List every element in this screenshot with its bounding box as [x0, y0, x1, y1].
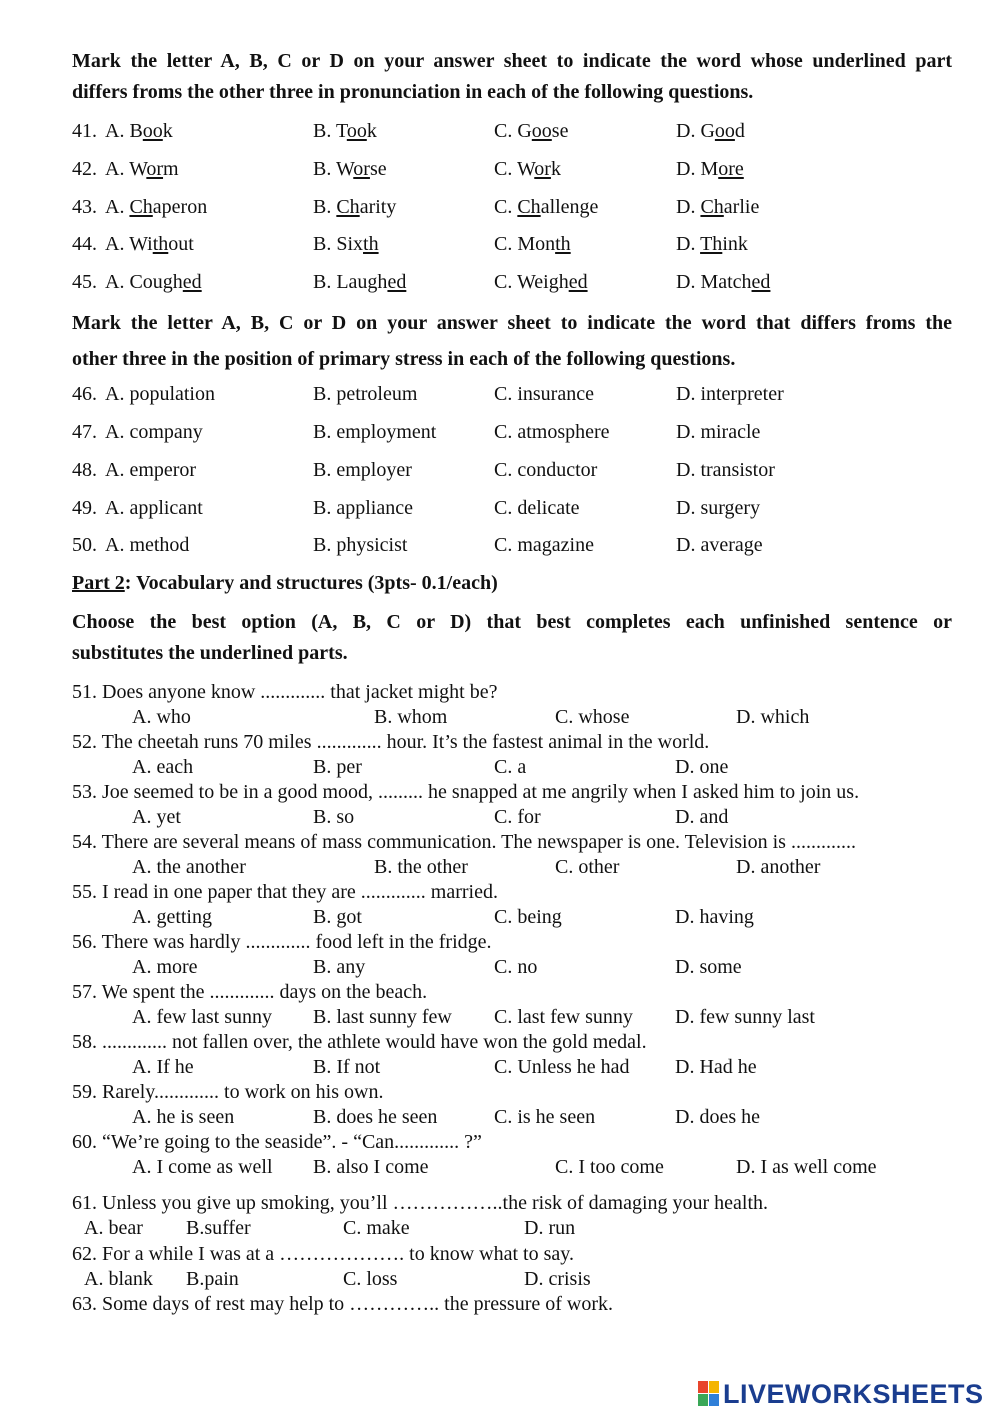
answer-option: B.suffer — [186, 1217, 251, 1239]
option-text: D. G — [676, 120, 715, 142]
answer-option — [494, 119, 568, 143]
answer-option: A. method — [105, 534, 190, 556]
section2-instruction-line2: other three in the position of primary stress in each of the following questions. — [72, 348, 736, 370]
question-number: 44. — [72, 233, 97, 255]
answer-option — [313, 119, 377, 143]
answer-option: C. a — [494, 756, 527, 778]
question-number: 46. — [72, 383, 97, 405]
answer-option: C. whose — [555, 706, 630, 728]
answer-option: A. emperor — [105, 459, 197, 481]
answer-option: C. insurance — [494, 383, 594, 405]
question-number: 45. — [72, 271, 97, 293]
answer-option: B. got — [313, 906, 362, 928]
option-text: D. M — [676, 158, 719, 180]
answer-option — [313, 232, 379, 256]
answer-option — [494, 270, 588, 294]
answer-option: A. more — [132, 956, 198, 978]
answer-option — [676, 157, 744, 181]
question-text: 51. Does anyone know ............. that jacket might be? — [72, 681, 498, 703]
option-text: C. — [494, 196, 518, 218]
question-text: 57. We spent the ............. days on the beach. — [72, 981, 428, 1003]
option-text: out — [168, 233, 194, 255]
option-text: arity — [359, 196, 397, 218]
option-text: C. G — [494, 120, 532, 142]
question-text: 59. Rarely............. to work on his own. — [72, 1081, 384, 1103]
answer-option — [313, 157, 387, 181]
answer-option: A. population — [105, 383, 215, 405]
answer-option: B. whom — [374, 706, 448, 728]
answer-option: C. conductor — [494, 459, 598, 481]
answer-option: C. magazine — [494, 534, 594, 556]
question-text: 63. Some days of rest may help to ………….. the pressure of work. — [72, 1293, 614, 1315]
answer-option: D. interpreter — [676, 383, 784, 405]
question-text: 60. “We’re going to the seaside”. - “Can............. ?” — [72, 1131, 482, 1153]
part2-instruction — [72, 607, 952, 669]
answer-option: C. loss — [343, 1268, 398, 1290]
part2-heading — [72, 571, 498, 595]
answer-option: D. one — [675, 756, 729, 778]
underlined-part: Ch — [517, 196, 541, 218]
answer-option: D. average — [676, 534, 763, 556]
option-text: B. W — [313, 158, 354, 180]
answer-option: B. employment — [313, 421, 437, 443]
answer-option — [313, 195, 396, 219]
underlined-part: ed — [387, 271, 407, 293]
underlined-part: Ch — [700, 196, 724, 218]
answer-option — [676, 232, 748, 256]
answer-option: B. the other — [374, 856, 468, 878]
question-text: 52. The cheetah runs 70 miles ............. hour. It’s the fastest animal in the world. — [72, 731, 710, 753]
option-text: D. Match — [676, 271, 752, 293]
answer-option: D. some — [675, 956, 742, 978]
answer-option — [105, 157, 179, 181]
option-text: D. — [676, 196, 701, 218]
underlined-part: Th — [700, 233, 723, 255]
answer-option: D. few sunny last — [675, 1006, 815, 1028]
answer-option: A. blank — [84, 1268, 153, 1290]
underlined-part: ore — [718, 158, 744, 180]
underlined-part: or — [353, 158, 370, 180]
answer-option: D. having — [675, 906, 754, 928]
option-text: k — [366, 120, 377, 142]
answer-option: C. last few sunny — [494, 1006, 633, 1028]
answer-option — [676, 195, 759, 219]
answer-option: D. and — [675, 806, 729, 828]
answer-option: C. for — [494, 806, 541, 828]
option-text: se — [369, 158, 387, 180]
underlined-part: Ch — [129, 196, 153, 218]
answer-option: A. company — [105, 421, 203, 443]
question-number: 41. — [72, 120, 97, 142]
question-text: 58. ............. not fallen over, the athlete would have won the gold medal. — [72, 1031, 647, 1053]
answer-option: A. I come as well — [132, 1156, 273, 1178]
answer-option: A. the another — [132, 856, 246, 878]
answer-option — [105, 232, 194, 256]
question-number: 48. — [72, 459, 97, 481]
question-number: 49. — [72, 497, 97, 519]
logo-text: LIVEWORKSHEETS — [723, 1378, 984, 1409]
part2-instruction-line1: Choose the best option (A, B, C or D) that best completes each unfinished sentence or — [72, 611, 952, 633]
logo-mark-icon — [698, 1381, 720, 1407]
question-number: 47. — [72, 421, 97, 443]
option-text: B. Laugh — [313, 271, 388, 293]
answer-option: B. appliance — [313, 497, 413, 519]
answer-option: B. also I come — [313, 1156, 429, 1178]
section2-instruction-line1: Mark the letter A, B, C or D on your answer sheet to indicate the word that differs froms the — [72, 312, 952, 334]
answer-option: D. does he — [675, 1106, 760, 1128]
answer-option — [676, 119, 745, 143]
answer-option: C. other — [555, 856, 620, 878]
question-text: 61. Unless you give up smoking, you’ll ……………..the risk of damaging your health. — [72, 1192, 769, 1214]
answer-option: C. being — [494, 906, 562, 928]
answer-option: B. per — [313, 756, 362, 778]
option-text: B. — [313, 196, 337, 218]
answer-option: B. any — [313, 956, 366, 978]
answer-option: A. If he — [132, 1056, 194, 1078]
option-text: k — [162, 120, 173, 142]
option-text: C. Mon — [494, 233, 556, 255]
answer-option: C. delicate — [494, 497, 580, 519]
part2-label: Part 2 — [72, 572, 125, 594]
answer-option — [494, 195, 598, 219]
option-text: arlie — [723, 196, 760, 218]
question-text: 55. I read in one paper that they are ............. married. — [72, 881, 498, 903]
answer-option: A. who — [132, 706, 191, 728]
option-text: se — [551, 120, 569, 142]
option-text: A. Wi — [105, 233, 153, 255]
answer-option — [313, 270, 406, 294]
option-text: C. W — [494, 158, 535, 180]
part2-title: : Vocabulary and structures (3pts- 0.1/each) — [124, 572, 498, 594]
underlined-part: Ch — [336, 196, 360, 218]
answer-option: B. so — [313, 806, 355, 828]
answer-option: A. he is seen — [132, 1106, 235, 1128]
option-text: d — [734, 120, 745, 142]
answer-option: B. petroleum — [313, 383, 418, 405]
underlined-part: ed — [751, 271, 771, 293]
answer-option — [494, 232, 571, 256]
answer-option: A. each — [132, 756, 194, 778]
section2-instruction — [72, 305, 952, 377]
underlined-part: th — [555, 233, 571, 255]
answer-option: D. crisis — [524, 1268, 591, 1290]
underlined-part: or — [146, 158, 164, 180]
option-text: ink — [722, 233, 748, 255]
underlined-part: oo — [714, 120, 735, 142]
answer-option: B. last sunny few — [313, 1006, 452, 1028]
answer-option: C. atmosphere — [494, 421, 610, 443]
answer-option — [105, 195, 207, 219]
answer-option: D. surgery — [676, 497, 761, 519]
answer-option: B. does he seen — [313, 1106, 438, 1128]
option-text: allenge — [540, 196, 599, 218]
answer-option: D. Had he — [675, 1056, 757, 1078]
question-text: 54. There are several means of mass communication. The newspaper is one. Television is ............. — [72, 831, 856, 853]
question-text: 53. Joe seemed to be in a good mood, ......... he snapped at me angrily when I asked him to join us. — [72, 781, 860, 803]
section1-instruction-line1: Mark the letter A, B, C or D on your answer sheet to indicate the word whose underlined part — [72, 50, 952, 72]
answer-option: C. make — [343, 1217, 410, 1239]
answer-option: D. run — [524, 1217, 576, 1239]
answer-option — [105, 270, 202, 294]
option-text: B. T — [313, 120, 347, 142]
answer-option: B. employer — [313, 459, 412, 481]
option-text: A. Cough — [105, 271, 183, 293]
underlined-part: or — [534, 158, 551, 180]
answer-option: C. is he seen — [494, 1106, 596, 1128]
answer-option: C. no — [494, 956, 538, 978]
answer-option: B.pain — [186, 1268, 239, 1290]
answer-option: D. which — [736, 706, 810, 728]
option-text: m — [163, 158, 179, 180]
answer-option: A. getting — [132, 906, 212, 928]
underlined-part: ed — [182, 271, 202, 293]
section1-instruction-line2: differs froms the other three in pronunciation in each of the following questions. — [72, 81, 754, 103]
question-text: 62. For a while I was at a ………………. to know what to say. — [72, 1243, 574, 1265]
answer-option: A. applicant — [105, 497, 203, 519]
answer-option: C. Unless he had — [494, 1056, 630, 1078]
answer-option: C. I too come — [555, 1156, 664, 1178]
option-text: A. W — [105, 158, 147, 180]
underlined-part: oo — [346, 120, 367, 142]
question-number: 42. — [72, 158, 97, 180]
answer-option: B. If not — [313, 1056, 381, 1078]
answer-option: A. few last sunny — [132, 1006, 272, 1028]
option-text: B. Six — [313, 233, 364, 255]
liveworksheets-logo — [698, 1378, 984, 1410]
underlined-part: oo — [142, 120, 163, 142]
answer-option — [105, 119, 173, 143]
option-text: C. Weigh — [494, 271, 569, 293]
answer-option: B. physicist — [313, 534, 408, 556]
answer-option: D. transistor — [676, 459, 775, 481]
underlined-part: th — [363, 233, 379, 255]
underlined-part: th — [152, 233, 169, 255]
underlined-part: ed — [568, 271, 588, 293]
question-number: 43. — [72, 196, 97, 218]
answer-option: D. I as well come — [736, 1156, 877, 1178]
part2-instruction-line2: substitutes the underlined parts. — [72, 642, 348, 664]
answer-option — [676, 270, 770, 294]
option-text: A. — [105, 196, 130, 218]
question-text: 56. There was hardly ............. food left in the fridge. — [72, 931, 492, 953]
answer-option: A. yet — [132, 806, 181, 828]
option-text: D. — [676, 233, 701, 255]
option-text: aperon — [152, 196, 208, 218]
answer-option: D. another — [736, 856, 821, 878]
question-number: 50. — [72, 534, 97, 556]
answer-option: A. bear — [84, 1217, 143, 1239]
section1-instruction — [72, 46, 952, 108]
answer-option — [494, 157, 561, 181]
underlined-part: oo — [531, 120, 552, 142]
option-text: A. B — [105, 120, 143, 142]
option-text: k — [550, 158, 561, 180]
answer-option: D. miracle — [676, 421, 761, 443]
